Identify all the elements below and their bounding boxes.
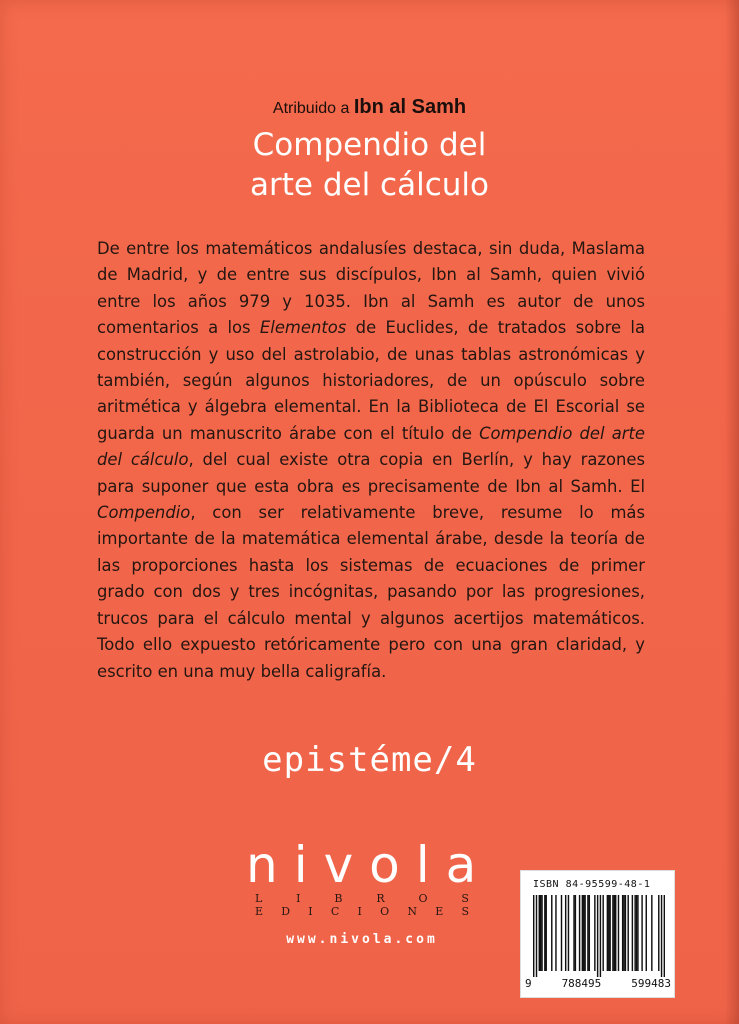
- barcode-bar: [658, 895, 659, 971]
- barcode-bar: [540, 895, 541, 971]
- barcode-bar: [539, 895, 540, 971]
- barcode-bar: [544, 895, 545, 971]
- publisher-letter: D: [281, 905, 291, 918]
- barcode-bar: [597, 895, 598, 977]
- publisher-letter: E: [435, 905, 444, 918]
- publisher-tagline-ediciones: [255, 905, 469, 918]
- blurb-italic-segment: Compendio del arte del cálculo: [97, 423, 646, 470]
- barcode-bar: [555, 895, 556, 971]
- ean-digit-group: 788495: [561, 977, 602, 990]
- barcode-bar: [575, 895, 576, 971]
- barcode-bar: [634, 895, 635, 971]
- barcode-bar: [594, 895, 595, 971]
- isbn-barcode: [520, 870, 675, 998]
- barcode-bar: [561, 895, 562, 971]
- blurb-segment: de Euclides, de tratados sobre la construcción y uso del astrolabio, de unas tablas astronómicas y también, según algunos historiadores, de un opúsculo sobre aritmética y álgebra elemental. En la Biblioteca de El Escorial se guarda un manuscrito árabe con el título de: [97, 318, 645, 443]
- ean-digit-group: 9: [525, 977, 532, 990]
- publisher-letter: N: [407, 905, 417, 918]
- barcode-bar: [602, 895, 603, 971]
- publisher-letter: C: [330, 905, 340, 918]
- barcode-bar: [587, 895, 588, 971]
- title-line-1: Compendio del: [252, 127, 487, 163]
- barcode-bar: [632, 895, 633, 971]
- barcode-bar: [573, 895, 574, 971]
- barcode-bar: [651, 895, 652, 971]
- barcode-bar: [584, 895, 585, 971]
- blurb-segment: , con ser relativamente breve, resume lo más importante de la matemática elemental árabe, desde la teoría de las proporciones hasta los sistemas de ecuaciones de primer grado con dos y tres incógnitas, pasando por las progresiones, trucos para el cálculo mental y algunos acertijos matemáticos. Todo ello expuesto retóricamente pero con una gran claridad, y escrito en una muy bella caligrafía.: [97, 503, 645, 681]
- blurb-italic-segment: Compendio: [97, 503, 191, 523]
- barcode-bar: [615, 895, 616, 971]
- blurb-text: [97, 236, 645, 685]
- barcode-bar: [583, 895, 584, 971]
- isbn-number: ISBN 84-95599-48-1: [533, 879, 651, 890]
- barcode-bar: [609, 895, 610, 971]
- barcode-bar: [614, 895, 615, 971]
- book-title: [0, 125, 739, 205]
- series-label: epistéme/4: [262, 740, 477, 780]
- publisher-letter: I: [308, 905, 313, 918]
- blurb-paragraph: [97, 236, 645, 685]
- barcode-bar: [600, 895, 601, 977]
- publisher-logo: [232, 836, 493, 947]
- barcode-bar: [664, 895, 665, 977]
- barcode-bar: [646, 895, 647, 971]
- publisher-letter: B: [334, 892, 343, 905]
- cover-header: [0, 96, 739, 205]
- publisher-name: nivola: [246, 836, 493, 894]
- title-line-2: arte del cálculo: [250, 167, 489, 203]
- barcode-bar: [618, 895, 619, 971]
- ean-digits: [525, 977, 671, 990]
- barcode-bar: [568, 895, 569, 971]
- barcode-bar: [641, 895, 642, 971]
- barcode-bar: [533, 895, 534, 977]
- barcode-bar: [636, 895, 637, 971]
- publisher-letter: S: [461, 892, 469, 905]
- barcode-bar: [565, 895, 566, 971]
- attribution-line: [0, 96, 739, 119]
- barcode-bar: [623, 895, 624, 971]
- barcode-bar: [536, 895, 537, 977]
- barcode-bar: [546, 895, 547, 971]
- barcode-bar: [551, 895, 552, 971]
- barcode-bar: [589, 895, 590, 971]
- ean-digit-group: 599483: [631, 977, 671, 990]
- publisher-letter: O: [380, 905, 390, 918]
- barcode-bar: [612, 895, 613, 971]
- publisher-letter: L: [255, 892, 263, 905]
- publisher-letter: R: [376, 892, 385, 905]
- barcode-bar: [637, 895, 638, 971]
- barcode-bars: [533, 895, 665, 977]
- publisher-url: www.nivola.com: [286, 932, 438, 947]
- barcode-bar: [622, 895, 623, 971]
- publisher-letter: I: [296, 892, 301, 905]
- blurb-segment: , del cual existe otra copia en Berlín, y hay razones para suponer que esta obra es precisamente de Ibn al Samh. El: [97, 450, 646, 496]
- barcode-bar: [661, 895, 662, 977]
- attribution-prefix: Atribuido a: [272, 100, 354, 117]
- barcode-bar: [608, 895, 609, 971]
- barcode-bar: [541, 895, 542, 971]
- publisher-letter: E: [255, 905, 264, 918]
- blurb-segment: De entre los matemáticos andalusíes destaca, sin duda, Maslama de Madrid, y de entre sus discípulos, Ibn al Samh, quien vivió entre los años 979 y 1035. Ibn al Samh es autor de unos comentarios a los: [97, 239, 645, 338]
- barcode-bar: [625, 895, 626, 971]
- barcode-bar: [582, 895, 583, 971]
- author-name: Ibn al Samh: [353, 96, 467, 118]
- barcode-bar: [579, 895, 580, 971]
- barcode-bar: [627, 895, 628, 971]
- barcode-bar: [607, 895, 608, 971]
- publisher-letter: S: [461, 905, 469, 918]
- blurb-italic-segment: Elementos: [259, 318, 347, 338]
- publisher-letter: I: [357, 905, 362, 918]
- publisher-letter: O: [418, 892, 428, 905]
